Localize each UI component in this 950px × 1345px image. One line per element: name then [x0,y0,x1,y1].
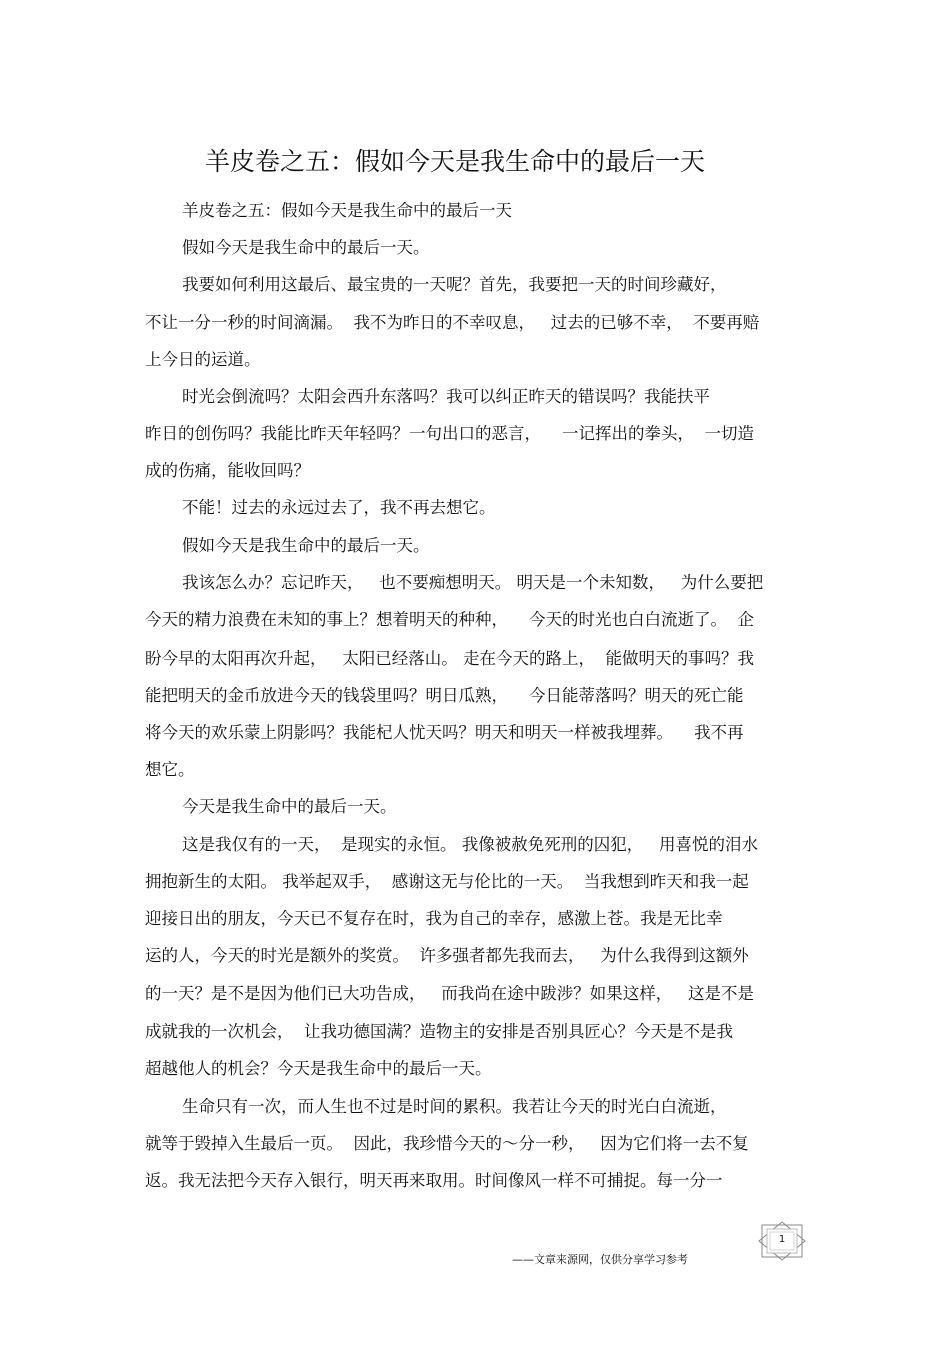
text-line: 成的伤痛，能收回吗？ [145,461,310,480]
text-line: 返。我无法把今天存入银行，明天再来取用。时间像风一样不可捕捉。每一分一 [145,1171,723,1190]
text-line: 我该怎么办？忘记昨天， 也不要痴想明天。 明天是一个未知数， 为什么要把 [182,573,764,592]
text-line: 羊皮卷之五：假如今天是我生命中的最后一天 [182,201,512,220]
text-line: 盼今早的太阳再次升起， 太阳已经落山。 走在今天的路上， 能做明天的事吗？我 [145,649,754,668]
text-line: 生命只有一次，而人生也不过是时间的累积。我若让今天的时光白白流逝， [182,1097,727,1116]
text-line: 时光会倒流吗？太阳会西升东落吗？我可以纠正昨天的错误吗？我能扶平 [182,387,710,406]
text-line: 能把明天的金币放进今天的钱袋里吗？明日瓜熟， 今日能蒂落吗？明天的死亡能 [145,686,744,705]
text-line: 将今天的欢乐蒙上阴影吗？我能杞人忧天吗？明天和明天一样被我埋葬。 我不再 [145,723,744,742]
text-line: 今天是我生命中的最后一天。 [182,797,397,816]
text-line: 这是我仅有的一天， 是现实的永恒。 我像被赦免死刑的囚犯， 用喜悦的泪水 [182,835,758,854]
text-line: 假如今天是我生命中的最后一天。 [182,238,430,257]
text-line: 假如今天是我生命中的最后一天。 [182,536,430,555]
text-line: 成就我的一次机会， 让我功德国满？造物主的安排是否别具匠心？今天是不是我 [145,1022,733,1041]
text-line: 运的人，今天的时光是额外的奖赏。 许多强者都先我而去， 为什么我得到这额外 [145,946,749,965]
text-line: 我要如何利用这最后、最宝贵的一天呢？首先，我要把一天的时间珍藏好， [182,275,727,294]
text-line: 昨日的创伤吗？我能比昨天年轻吗？一句出口的恶言， 一记挥出的拳头， 一切造 [145,424,754,443]
text-line: 上今日的运道。 [145,350,261,369]
text-line: 迎接日出的朋友，今天已不复存在时，我为自己的幸存，感激上苍。我是无比幸 [145,909,723,928]
text-line: 不让一分一秒的时间滴漏。 我不为昨日的不幸叹息， 过去的已够不幸， 不要再赔 [145,313,760,332]
page-number-badge [758,1221,806,1261]
document-title: 羊皮卷之五：假如今天是我生命中的最后一天 [204,147,705,176]
text-line: 想它。 [145,760,195,779]
text-line: 就等于毁掉入生最后一页。 因此，我珍惜今天的～分一秒， 因为它们将一去不复 [145,1134,749,1153]
source-note: ——文章来源网，仅供分享学习参考 [512,1253,688,1266]
text-line: 不能！过去的永远过去了，我不再去想它。 [182,498,496,517]
text-line: 的一天？是不是因为他们已大功告成， 而我尚在途中跋涉？如果这样， 这是不是 [145,984,754,1003]
text-line: 今天的精力浪费在未知的事上？想着明天的种种， 今天的时光也白白流逝了。 企 [145,610,754,629]
page-number: 1 [778,1234,786,1245]
text-line: 超越他人的机会？今天是我生命中的最后一天。 [145,1059,492,1078]
text-line: 拥抱新生的太阳。 我举起双手， 感谢这无与伦比的一天。 当我想到昨天和我一起 [145,872,749,891]
